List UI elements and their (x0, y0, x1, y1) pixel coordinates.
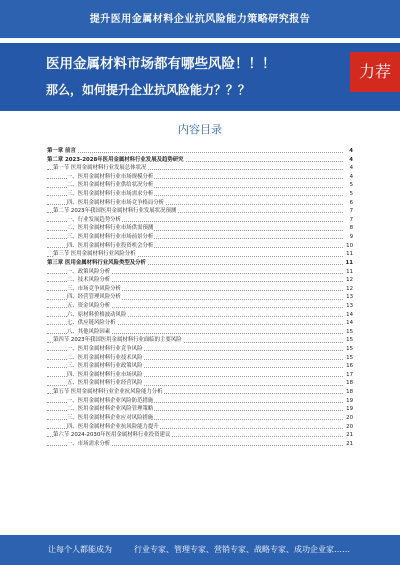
toc-entry[interactable] (47, 242, 353, 251)
toc-entry-text: 一、医用金属材料行业市场规模分析 (67, 173, 154, 180)
footer-slogan: 让每个人都能成为 (48, 545, 112, 554)
toc-entry-page: 7 (349, 208, 353, 215)
toc-entry-page: 15 (346, 346, 353, 353)
toc-entry[interactable] (47, 345, 353, 354)
banner-headline: 医用金属材料市场都有哪些风险！！！ (46, 56, 276, 72)
table-of-contents (47, 147, 353, 448)
toc-entry[interactable] (47, 259, 353, 268)
toc-entry-text: 一、医用金属材料行业竞争风险 (67, 346, 143, 353)
toc-entry-text: 三、市场竞争风险分析 (67, 285, 121, 292)
toc-entry-page: 20 (346, 423, 353, 430)
toc-entry-page: 18 (346, 380, 353, 387)
toc-entry-text: 二、医用金属材料企业风险管理策略 (67, 406, 154, 413)
toc-entry-text: 五、资金风险分析 (67, 302, 111, 309)
toc-entry-page: 20 (346, 414, 353, 421)
toc-entry[interactable] (47, 199, 353, 208)
toc-entry[interactable] (47, 388, 353, 397)
toc-entry-page: 4 (349, 165, 353, 172)
toc-entry-text: 二、技术风险分析 (67, 277, 111, 284)
toc-entry[interactable] (47, 414, 353, 423)
toc-entry-page: 19 (346, 406, 353, 413)
toc-entry-page: 11 (346, 268, 353, 275)
toc-entry-page: 12 (346, 285, 353, 292)
footer-bar (0, 535, 400, 565)
toc-entry-text: 二、医用金属材料行业市场供需预测 (67, 225, 154, 232)
toc-entry[interactable] (47, 379, 353, 388)
toc-entry-text: 一、市场需求分析 (67, 440, 111, 447)
toc-entry-text: 六、原材料价格波动风险 (67, 311, 127, 318)
toc-entry-text: 五、医用金属材料行业经营风险 (67, 380, 143, 387)
toc-entry-page: 14 (346, 311, 353, 318)
toc-entry[interactable] (47, 440, 353, 449)
toc-entry-text: 一、行业发展趋势分析 (67, 216, 121, 223)
toc-entry-page: 5 (349, 191, 353, 198)
toc-entry-text: 第一章 前言 (47, 148, 76, 154)
footer-tagline: 行业专家、管理专家、营销专家、战略专家、成功企业家…… (134, 545, 350, 554)
toc-entry-text: 三、医用金属材料行业市场需求分析 (67, 191, 154, 198)
toc-entry[interactable] (47, 362, 353, 371)
banner-subheadline: 那么，如何提升企业抗风险能力？？？ (46, 83, 251, 97)
toc-entry-text: 七、供应链风险分析 (67, 320, 116, 327)
toc-entry[interactable] (47, 224, 353, 233)
toc-entry[interactable] (47, 173, 353, 182)
toc-entry-text: 四、医用金属材料行业市场竞争格局分析 (67, 199, 165, 206)
toc-entry-page: 16 (346, 363, 353, 370)
toc-entry[interactable] (47, 354, 353, 363)
toc-entry[interactable] (47, 147, 353, 156)
toc-entry[interactable] (47, 319, 353, 328)
toc-entry-text: 四、医用金属材料行业市场风险 (67, 371, 143, 378)
toc-entry-page: 13 (346, 294, 353, 301)
toc-entry-text: 一、医用金属材料企业风险防范措施 (67, 397, 154, 404)
toc-entry-text: 二、医用金属材料行业供给状况分析 (67, 182, 154, 189)
toc-entry-page: 11 (346, 251, 353, 258)
toc-entry-page: 12 (346, 277, 353, 284)
toc-entry-page: 8 (349, 225, 353, 232)
toc-entry-page: 11 (345, 259, 353, 266)
toc-entry-text: 一、政策风险分析 (67, 268, 111, 275)
toc-entry[interactable] (47, 336, 353, 345)
toc-entry[interactable] (47, 164, 353, 173)
toc-entry-text: 第二节 2023年我国医用金属材料行业发展状况预测 (53, 208, 177, 215)
toc-entry-page: 15 (346, 328, 353, 335)
toc-entry-page: 4 (349, 156, 353, 163)
headline-banner (0, 43, 400, 111)
toc-entry[interactable] (47, 233, 353, 242)
toc-heading: 内容目录 (178, 123, 222, 136)
toc-entry-page: 14 (346, 320, 353, 327)
toc-entry-text: 三、医用金属材料行业市场前景分析 (67, 234, 154, 241)
toc-entry-page: 5 (349, 182, 353, 189)
toc-entry[interactable] (47, 328, 353, 337)
toc-entry[interactable] (47, 302, 353, 311)
toc-entry-text: 第三节 医用金属材料行业风险分析 (53, 251, 136, 258)
toc-entry-page: 15 (346, 337, 353, 344)
toc-entry-text: 四、医用金属材料企业抗风险能力提升 (67, 423, 159, 430)
toc-entry[interactable] (47, 250, 353, 259)
toc-entry[interactable] (47, 207, 353, 216)
toc-entry[interactable] (47, 216, 353, 225)
toc-entry-page: 4 (349, 173, 353, 180)
toc-entry-text: 第六节 2024-2030年医用金属材料行业投资建议 (53, 432, 171, 439)
report-title: 提升医用金属材料企业抗风险能力策略研究报告 (89, 14, 311, 25)
toc-entry-page: 4 (349, 148, 353, 154)
toc-entry[interactable] (47, 156, 353, 165)
toc-entry-text: 四、医用金属材料行业投资机会分析 (67, 242, 154, 249)
toc-entry-text: 第三章 医用金属材料行业风险类型及分析 (47, 259, 146, 266)
toc-entry[interactable] (47, 268, 353, 277)
top-header-bar (0, 0, 400, 38)
toc-entry-page: 13 (346, 302, 353, 309)
toc-entry-page: 10 (346, 242, 353, 249)
toc-entry-text: 第一节 医用金属材料行业发展总体状况 (53, 165, 147, 172)
toc-entry[interactable] (47, 276, 353, 285)
toc-entry[interactable] (47, 311, 353, 320)
toc-entry-page: 7 (349, 216, 353, 223)
toc-entry-page: 15 (346, 354, 353, 361)
toc-entry[interactable] (47, 423, 353, 432)
toc-entry-page: 6 (349, 199, 353, 206)
toc-entry-text: 第四节 2023年我国医用金属材料行业面临的主要风险 (53, 337, 182, 344)
toc-entry-text: 第二章 2023-2028年医用金属材料行业发展及趋势研究 (47, 156, 184, 163)
leader-dots (47, 152, 343, 153)
toc-entry-page: 18 (346, 389, 353, 396)
toc-entry-page: 9 (349, 234, 353, 241)
toc-entry-text: 三、医用金属材料企业应对风险措施 (67, 414, 154, 421)
toc-entry-text: 第五节 医用金属材料行业企业抗风险能力分析 (53, 389, 163, 396)
toc-entry[interactable] (47, 181, 353, 190)
toc-entry-text: 三、医用金属材料行业政策风险 (67, 363, 143, 370)
toc-entry-text: 二、医用金属材料行业技术风险 (67, 354, 143, 361)
toc-entry[interactable] (47, 285, 353, 294)
toc-entry[interactable] (47, 431, 353, 440)
toc-entry[interactable] (47, 293, 353, 302)
toc-entry-text: 八、其他风险因素 (67, 328, 111, 335)
toc-entry[interactable] (47, 405, 353, 414)
toc-entry-page: 19 (346, 397, 353, 404)
toc-entry-page: 21 (346, 432, 353, 439)
toc-entry-page: 21 (346, 440, 353, 447)
toc-entry-text: 四、经营管理风险分析 (67, 294, 121, 301)
toc-entry[interactable] (47, 397, 353, 406)
toc-entry[interactable] (47, 371, 353, 380)
toc-entry-page: 17 (346, 371, 353, 378)
toc-entry[interactable] (47, 190, 353, 199)
recommend-badge: 力荐 (350, 52, 400, 92)
